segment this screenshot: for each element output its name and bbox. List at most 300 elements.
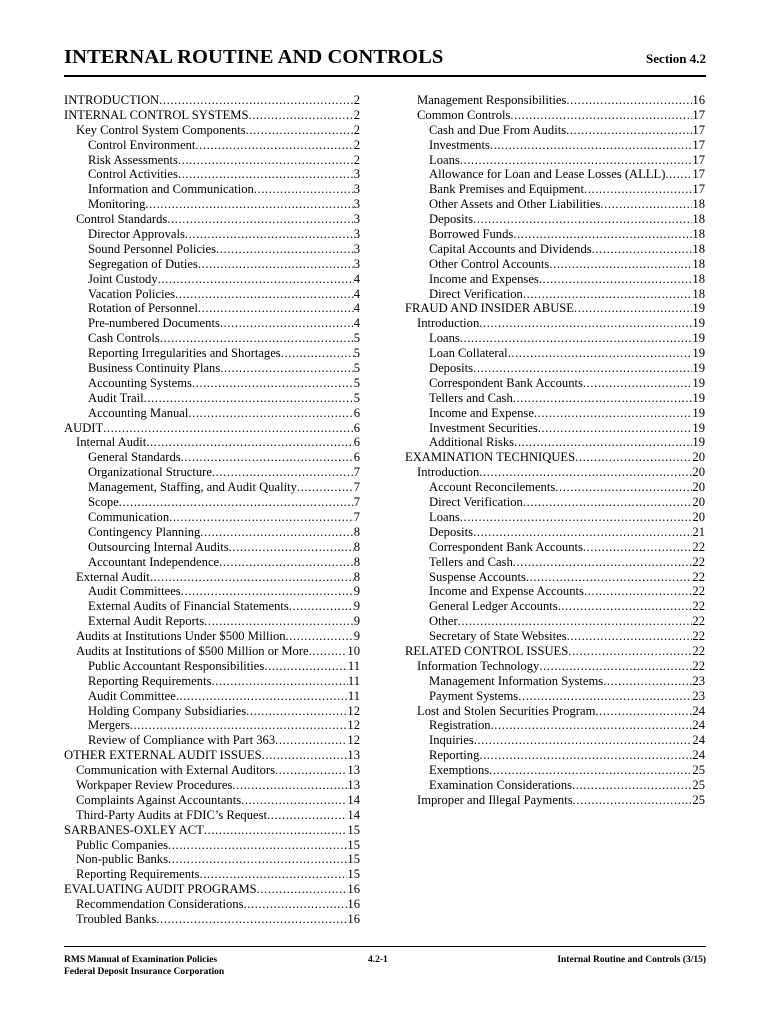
toc-dot-leader (460, 153, 693, 168)
toc-entry-title: SARBANES-OXLEY ACT (64, 822, 204, 837)
toc-entry[interactable] (64, 450, 360, 465)
toc-entry-title: Holding Company Subsidiaries (88, 703, 247, 718)
toc-entry-title: Management Information Systems (429, 673, 604, 688)
toc-entry-page: 8 (353, 554, 360, 569)
toc-dot-leader (281, 346, 354, 361)
toc-entry-page: 18 (692, 212, 705, 227)
toc-dot-leader (489, 763, 692, 778)
toc-dot-leader (167, 212, 353, 227)
toc-entry[interactable] (405, 182, 705, 197)
toc-dot-leader (103, 421, 354, 436)
toc-dot-leader (220, 361, 353, 376)
toc-entry-title: Other (429, 614, 458, 629)
toc-entry[interactable] (405, 540, 705, 555)
toc-entry-page: 19 (692, 316, 705, 331)
toc-entry-page: 8 (353, 539, 360, 554)
toc-entry[interactable] (64, 525, 360, 540)
toc-entry-title: Control Activities (88, 167, 178, 182)
toc-entry-title: Mergers (88, 718, 130, 733)
toc-entry[interactable] (405, 465, 705, 480)
toc-entry-page: 11 (347, 673, 360, 688)
toc-entry[interactable] (405, 525, 705, 540)
toc-entry-page: 7 (353, 465, 360, 480)
toc-entry[interactable] (405, 197, 705, 212)
toc-entry[interactable] (64, 376, 360, 391)
footer-agency: Federal Deposit Insurance Corporation (64, 967, 225, 977)
toc-entry[interactable] (405, 123, 705, 138)
toc-entry[interactable] (405, 704, 705, 719)
toc-entry[interactable] (64, 555, 360, 570)
toc-entry-page: 22 (692, 658, 705, 673)
toc-entry-title: Director Approvals (88, 227, 185, 242)
toc-entry[interactable] (405, 718, 705, 733)
toc-entry-title: Cash and Due From Audits (429, 122, 567, 137)
toc-entry-page: 3 (353, 256, 360, 271)
toc-entry[interactable] (64, 182, 360, 197)
toc-entry[interactable] (405, 212, 705, 227)
toc-entry[interactable] (405, 763, 705, 778)
footer-section-title: Internal Routine and Controls (3/15) (557, 955, 706, 965)
toc-entry-page: 12 (347, 733, 360, 748)
toc-entry-title: Rotation of Personnel (88, 301, 198, 316)
toc-entry[interactable] (405, 644, 705, 659)
toc-dot-leader (568, 644, 692, 659)
toc-entry-title: Correspondent Bank Accounts (429, 375, 583, 390)
toc-entry[interactable] (405, 346, 705, 361)
toc-entry-title: Loans (429, 331, 460, 346)
toc-entry-page: 20 (692, 465, 705, 480)
toc-entry[interactable] (64, 852, 360, 867)
toc-entry-title: Internal Audit (76, 435, 147, 450)
toc-entry[interactable] (64, 540, 360, 555)
toc-entry[interactable] (405, 778, 705, 793)
toc-entry[interactable] (405, 167, 705, 182)
toc-entry[interactable] (64, 301, 360, 316)
toc-dot-leader (555, 480, 692, 495)
toc-entry-page: 19 (692, 435, 705, 450)
toc-entry[interactable] (64, 212, 360, 227)
toc-entry[interactable] (405, 331, 705, 346)
toc-entry-title: Pre-numbered Documents (88, 316, 220, 331)
toc-entry[interactable] (64, 242, 360, 257)
toc-entry-title: Other Control Accounts (429, 256, 550, 271)
toc-entry-page: 3 (353, 167, 360, 182)
toc-entry[interactable] (64, 406, 360, 421)
toc-entry[interactable] (405, 495, 705, 510)
toc-entry[interactable] (405, 316, 705, 331)
toc-dot-leader (195, 138, 353, 153)
toc-dot-leader (584, 182, 692, 197)
toc-entry-page: 15 (347, 852, 360, 867)
toc-entry[interactable] (405, 391, 705, 406)
toc-entry[interactable] (64, 748, 360, 763)
toc-entry[interactable] (405, 733, 705, 748)
toc-entry-page: 4 (353, 301, 360, 316)
toc-entry-page: 20 (692, 495, 705, 510)
toc-entry[interactable] (405, 659, 705, 674)
toc-entry-page: 5 (353, 331, 360, 346)
toc-entry-page: 2 (353, 152, 360, 167)
toc-entry-title: Common Controls (417, 107, 511, 122)
toc-entry-title: Scope (88, 495, 119, 510)
toc-dot-leader (185, 227, 354, 242)
toc-entry[interactable] (64, 644, 360, 659)
toc-entry-page: 22 (692, 629, 705, 644)
toc-entry-title: Improper and Illegal Payments (417, 792, 573, 807)
toc-entry[interactable] (64, 287, 360, 302)
toc-dot-leader (232, 778, 347, 793)
toc-entry[interactable] (64, 346, 360, 361)
toc-entry-page: 7 (353, 495, 360, 510)
toc-dot-leader (479, 465, 692, 480)
toc-entry[interactable] (64, 480, 360, 495)
toc-entry[interactable] (405, 584, 705, 599)
toc-entry-page: 19 (692, 405, 705, 420)
toc-entry[interactable] (405, 510, 705, 525)
toc-entry-title: Complaints Against Accountants (76, 792, 242, 807)
toc-entry-page: 2 (353, 137, 360, 152)
toc-entry[interactable] (64, 793, 360, 808)
toc-entry[interactable] (64, 93, 360, 108)
toc-entry[interactable] (64, 838, 360, 853)
toc-entry-page: 17 (692, 137, 705, 152)
toc-entry-title: Account Reconcilements (429, 480, 556, 495)
toc-entry-page: 12 (347, 718, 360, 733)
toc-dot-leader (566, 123, 692, 138)
toc-dot-leader (169, 510, 354, 525)
toc-entry-page: 11 (347, 658, 360, 673)
toc-entry-title: Additional Risks (429, 435, 515, 450)
toc-entry[interactable] (405, 301, 705, 316)
toc-entry[interactable] (405, 138, 705, 153)
toc-entry[interactable] (64, 391, 360, 406)
toc-entry[interactable] (64, 108, 360, 123)
toc-entry-page: 17 (692, 167, 705, 182)
toc-entry-page: 13 (347, 748, 360, 763)
toc-entry[interactable] (405, 435, 705, 450)
toc-entry-title: Reporting (429, 748, 480, 763)
toc-entry-title: Suspense Accounts (429, 569, 526, 584)
toc-entry-title: General Standards (88, 450, 181, 465)
toc-entry-page: 18 (692, 241, 705, 256)
toc-entry-page: 20 (692, 509, 705, 524)
toc-entry-page: 7 (353, 480, 360, 495)
toc-entry[interactable] (64, 659, 360, 674)
toc-entry-title: Contingency Planning (88, 524, 201, 539)
toc-entry-page: 25 (692, 777, 705, 792)
toc-entry[interactable] (64, 361, 360, 376)
toc-entry[interactable] (405, 599, 705, 614)
toc-entry-page: 21 (692, 524, 705, 539)
toc-entry-title: External Audit (76, 569, 150, 584)
toc-dot-leader (176, 689, 348, 704)
toc-entry[interactable] (64, 599, 360, 614)
toc-entry[interactable] (64, 197, 360, 212)
toc-entry-title: Organizational Structure (88, 465, 212, 480)
toc-entry-page: 13 (347, 777, 360, 792)
toc-entry[interactable] (64, 897, 360, 912)
toc-dot-leader (297, 480, 354, 495)
toc-dot-leader (573, 793, 693, 808)
toc-entry-title: Information Technology (417, 658, 540, 673)
toc-entry[interactable] (64, 629, 360, 644)
toc-entry-title: Accounting Systems (88, 375, 192, 390)
toc-entry-title: Recommendation Considerations (76, 897, 244, 912)
toc-entry[interactable] (64, 510, 360, 525)
toc-entry[interactable] (405, 614, 705, 629)
toc-entry[interactable] (64, 435, 360, 450)
toc-dot-leader (474, 733, 693, 748)
toc-dot-leader (220, 316, 354, 331)
toc-entry[interactable] (405, 153, 705, 168)
toc-entry[interactable] (405, 450, 705, 465)
toc-dot-leader (490, 138, 693, 153)
toc-entry-page: 22 (692, 554, 705, 569)
toc-entry-title: Public Companies (76, 837, 168, 852)
toc-dot-leader (246, 123, 354, 138)
toc-dot-leader (192, 376, 354, 391)
toc-entry-title: Communication (88, 509, 170, 524)
toc-entry-title: Other Assets and Other Liabilities (429, 197, 601, 212)
toc-entry[interactable] (405, 570, 705, 585)
toc-entry-title: Troubled Banks (76, 911, 157, 926)
toc-entry[interactable] (64, 138, 360, 153)
toc-entry-page: 2 (353, 107, 360, 122)
header-rule (64, 75, 706, 77)
toc-entry-page: 9 (353, 584, 360, 599)
toc-entry[interactable] (405, 376, 705, 391)
toc-entry[interactable] (405, 257, 705, 272)
toc-entry-title: RELATED CONTROL ISSUES (405, 643, 569, 658)
toc-entry[interactable] (405, 555, 705, 570)
toc-dot-leader (262, 748, 348, 763)
toc-entry-page: 23 (692, 673, 705, 688)
toc-entry-title: Introduction (417, 316, 480, 331)
toc-entry-page: 9 (353, 614, 360, 629)
toc-entry-page: 3 (353, 197, 360, 212)
toc-entry-title: Income and Expense Accounts (429, 584, 584, 599)
toc-dot-leader (241, 793, 347, 808)
toc-entry[interactable] (64, 570, 360, 585)
toc-entry[interactable] (405, 242, 705, 257)
toc-entry-page: 22 (692, 599, 705, 614)
toc-entry-page: 16 (347, 882, 360, 897)
toc-entry-title: Examination Considerations (429, 777, 573, 792)
toc-entry-title: Management Responsibilities (417, 93, 567, 107)
toc-dot-leader (168, 838, 347, 853)
toc-entry[interactable] (64, 763, 360, 778)
toc-entry-title: Deposits (429, 212, 474, 227)
toc-entry-title: Tellers and Cash (429, 554, 513, 569)
toc-entry-page: 19 (692, 346, 705, 361)
toc-entry[interactable] (64, 495, 360, 510)
toc-dot-leader (595, 704, 692, 719)
toc-entry-title: OTHER EXTERNAL AUDIT ISSUES (64, 748, 262, 763)
toc-entry-page: 20 (692, 450, 705, 465)
toc-entry[interactable] (405, 406, 705, 421)
toc-entry-page: 25 (692, 763, 705, 778)
toc-dot-leader (665, 167, 692, 182)
toc-entry-title: Segregation of Duties (88, 256, 198, 271)
toc-entry-title: Income and Expense (429, 405, 534, 420)
toc-entry-title: Monitoring (88, 197, 146, 212)
toc-entry[interactable] (64, 778, 360, 793)
toc-entry-page: 24 (692, 703, 705, 718)
toc-dot-leader (289, 599, 354, 614)
toc-entry-page: 2 (353, 122, 360, 137)
toc-entry-page: 6 (353, 405, 360, 420)
toc-dot-leader (156, 912, 347, 927)
toc-dot-leader (178, 167, 354, 182)
toc-dot-leader (508, 346, 693, 361)
toc-entry-title: Workpaper Review Procedures (76, 777, 233, 792)
toc-entry-title: Lost and Stolen Securities Program (417, 703, 596, 718)
toc-entry[interactable] (64, 584, 360, 599)
toc-entry-title: INTERNAL CONTROL SYSTEMS (64, 107, 249, 122)
toc-entry[interactable] (405, 93, 705, 108)
toc-dot-leader (534, 406, 692, 421)
toc-dot-leader (216, 242, 354, 257)
toc-dot-leader (204, 823, 348, 838)
toc-entry-title: Public Accountant Responsibilities (88, 658, 265, 673)
toc-entry[interactable] (64, 733, 360, 748)
toc-entry-title: Loans (429, 509, 460, 524)
toc-dot-leader (458, 614, 693, 629)
toc-entry-title: Investments (429, 137, 490, 152)
toc-entry-page: 13 (347, 763, 360, 778)
toc-entry-title: INTRODUCTION (64, 93, 160, 107)
toc-entry-page: 10 (347, 643, 360, 658)
toc-entry-title: External Audits of Financial Statements (88, 599, 289, 614)
toc-entry[interactable] (405, 227, 705, 242)
toc-entry-title: Audit Committees (88, 584, 181, 599)
toc-entry-page: 18 (692, 286, 705, 301)
toc-entry[interactable] (405, 361, 705, 376)
toc-entry[interactable] (64, 718, 360, 733)
toc-entry-page: 16 (347, 897, 360, 912)
toc-entry-page: 5 (353, 361, 360, 376)
toc-column-right (405, 93, 705, 808)
toc-entry-page: 17 (692, 152, 705, 167)
toc-entry[interactable] (405, 287, 705, 302)
toc-entry[interactable] (405, 629, 705, 644)
toc-entry[interactable] (64, 465, 360, 480)
footer-manual-title: RMS Manual of Examination Policies (64, 955, 218, 965)
toc-dot-leader (566, 93, 692, 108)
toc-entry[interactable] (64, 614, 360, 629)
toc-entry[interactable] (64, 808, 360, 823)
toc-dot-leader (538, 421, 693, 436)
toc-entry[interactable] (64, 167, 360, 182)
toc-entry-page: 3 (353, 241, 360, 256)
toc-entry[interactable] (405, 421, 705, 436)
toc-entry[interactable] (405, 272, 705, 287)
toc-entry-page: 19 (692, 301, 705, 316)
toc-dot-leader (549, 257, 692, 272)
toc-dot-leader (583, 540, 693, 555)
toc-entry-title: Audit Committee (88, 688, 176, 703)
toc-entry[interactable] (64, 882, 360, 897)
toc-entry[interactable] (64, 704, 360, 719)
toc-entry-title: Secretary of State Websites (429, 629, 567, 644)
toc-entry-page: 15 (347, 822, 360, 837)
section-number: Section 4.2 (646, 51, 706, 66)
toc-entry-page: 18 (692, 256, 705, 271)
toc-entry-page: 25 (692, 792, 705, 807)
toc-dot-leader (600, 197, 692, 212)
toc-entry-title: Audits at Institutions Under $500 Million (76, 629, 286, 644)
toc-dot-leader (558, 599, 693, 614)
toc-entry[interactable] (64, 153, 360, 168)
toc-entry-title: Control Standards (76, 212, 168, 227)
toc-entry[interactable] (64, 123, 360, 138)
toc-entry[interactable] (64, 331, 360, 346)
toc-dot-leader (539, 659, 692, 674)
toc-entry[interactable] (64, 912, 360, 927)
toc-entry-page: 17 (692, 122, 705, 137)
page-header (64, 46, 706, 74)
toc-entry-title: Control Environment (88, 137, 196, 152)
toc-dot-leader (523, 495, 693, 510)
toc-entry[interactable] (64, 689, 360, 704)
toc-entry[interactable] (64, 316, 360, 331)
toc-dot-leader (246, 704, 347, 719)
toc-entry[interactable] (405, 689, 705, 704)
toc-dot-leader (584, 584, 692, 599)
toc-entry[interactable] (64, 227, 360, 242)
toc-entry[interactable] (64, 867, 360, 882)
toc-entry[interactable] (405, 480, 705, 495)
toc-entry-title: Cash Controls (88, 331, 160, 346)
toc-entry-title: FRAUD AND INSIDER ABUSE (405, 301, 574, 316)
toc-entry-title: Direct Verification (429, 495, 523, 510)
toc-entry[interactable] (64, 257, 360, 272)
toc-entry-page: 9 (353, 629, 360, 644)
toc-entry-title: Inquiries (429, 733, 474, 748)
toc-entry[interactable] (64, 674, 360, 689)
toc-entry[interactable] (64, 272, 360, 287)
toc-entry-page: 22 (692, 614, 705, 629)
toc-entry[interactable] (64, 823, 360, 838)
toc-dot-leader (567, 629, 693, 644)
toc-entry-title: Non-public Banks (76, 852, 168, 867)
toc-entry[interactable] (405, 108, 705, 123)
toc-dot-leader (286, 629, 354, 644)
toc-dot-leader (603, 674, 692, 689)
toc-dot-leader (460, 331, 693, 346)
toc-dot-leader (150, 570, 354, 585)
page-title: INTERNAL ROUTINE AND CONTROLS (64, 46, 444, 68)
toc-entry-page: 3 (353, 182, 360, 197)
toc-entry-title: Audit Trail (88, 390, 144, 405)
toc-entry-title: Outsourcing Internal Audits (88, 539, 229, 554)
toc-dot-leader (188, 406, 353, 421)
toc-dot-leader (513, 227, 692, 242)
toc-entry-title: Tellers and Cash (429, 390, 513, 405)
toc-entry[interactable] (405, 674, 705, 689)
toc-entry-title: Exemptions (429, 763, 490, 778)
toc-entry[interactable] (405, 793, 705, 808)
toc-entry-title: Loan Collateral (429, 346, 508, 361)
toc-dot-leader (198, 301, 354, 316)
toc-dot-leader (275, 733, 347, 748)
toc-entry-title: Management, Staffing, and Audit Quality (88, 480, 297, 495)
toc-entry[interactable] (64, 421, 360, 436)
toc-entry-title: EVALUATING AUDIT PROGRAMS (64, 882, 257, 897)
toc-entry-page: 14 (347, 792, 360, 807)
toc-entry-title: Communication with External Auditors (76, 763, 276, 778)
toc-entry[interactable] (405, 748, 705, 763)
